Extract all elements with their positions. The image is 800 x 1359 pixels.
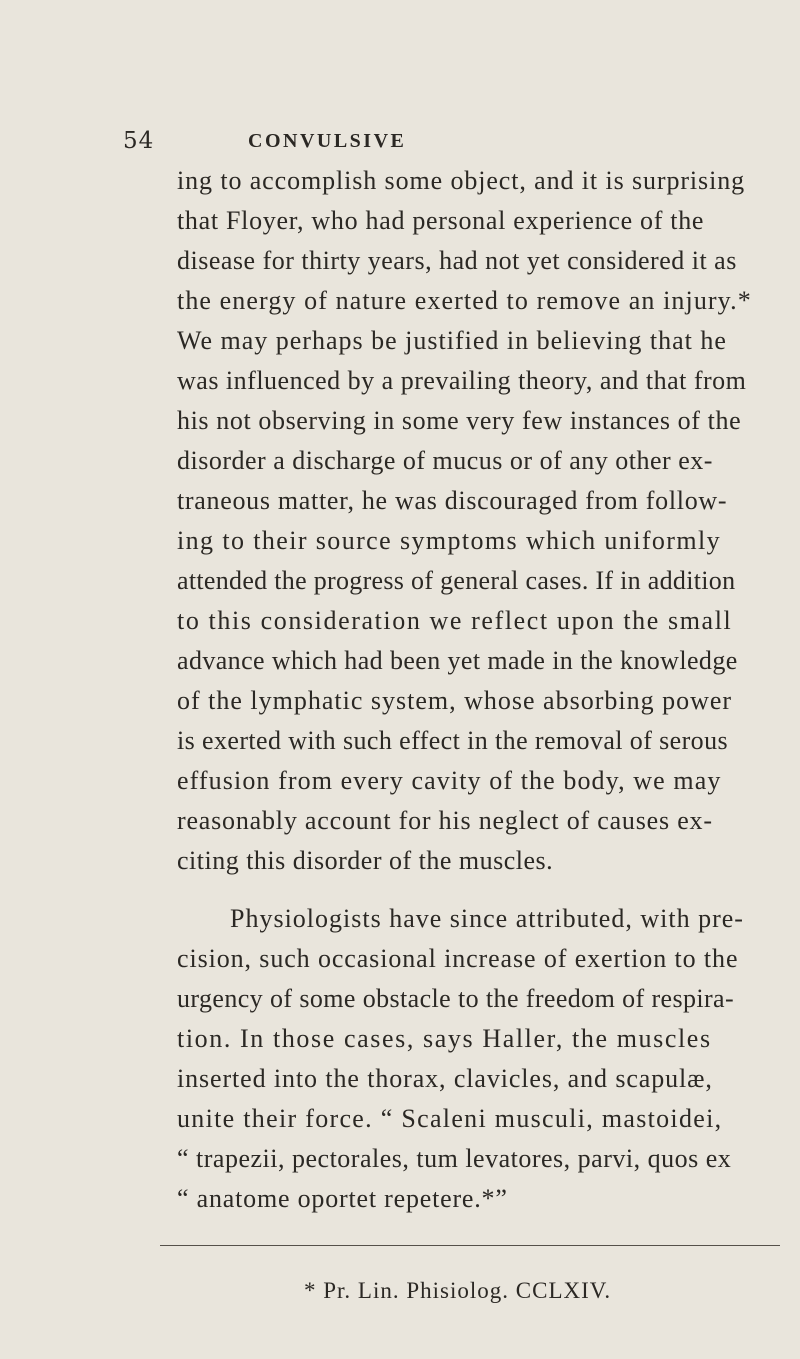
- text-line: that Floyer, who had personal experience of the: [177, 206, 705, 235]
- text-line: tion. In those cases, says Haller, the muscles: [177, 1024, 712, 1053]
- running-title: CONVULSIVE: [248, 130, 407, 152]
- text-line: reasonably account for his neglect of causes ex-: [177, 806, 713, 835]
- text-line: ing to accomplish some object, and it is surprising: [177, 166, 745, 195]
- text-line: cision, such occasional increase of exertion to the: [177, 944, 739, 973]
- text-line: attended the progress of general cases. If in addition: [177, 566, 736, 595]
- text-line: citing this disorder of the muscles.: [177, 846, 554, 875]
- text-line: Physiologists have since attributed, with pre-: [230, 904, 744, 933]
- text-line: urgency of some obstacle to the freedom of respira-: [177, 984, 735, 1013]
- text-line: effusion from every cavity of the body, we may: [177, 766, 722, 795]
- footnote: * Pr. Lin. Phisiolog. CCLXIV.: [304, 1278, 612, 1303]
- page-number: 54: [123, 128, 155, 154]
- text-line: his not observing in some very few instances of the: [177, 406, 742, 435]
- text-line: unite their force. “ Scaleni musculi, mastoidei,: [177, 1104, 723, 1133]
- footnote-divider: [160, 1245, 780, 1246]
- page-header: [0, 128, 800, 158]
- text-line: of the lymphatic system, whose absorbing power: [177, 686, 733, 715]
- text-line: “ anatome oportet repetere.*”: [177, 1184, 508, 1213]
- text-line: to this consideration we reflect upon the small: [177, 606, 733, 635]
- text-line: We may perhaps be justified in believing that he: [177, 326, 727, 355]
- text-line: “ trapezii, pectorales, tum levatores, parvi, quos ex: [177, 1144, 732, 1173]
- text-line: inserted into the thorax, clavicles, and scapulæ,: [177, 1064, 713, 1093]
- text-line: is exerted with such effect in the removal of serous: [177, 726, 728, 755]
- text-line: disease for thirty years, had not yet considered it as: [177, 246, 737, 275]
- text-line: disorder a discharge of mucus or of any other ex-: [177, 446, 713, 475]
- text-line: was influenced by a prevailing theory, and that from: [177, 366, 747, 395]
- text-line: the energy of nature exerted to remove an injury.*: [177, 286, 752, 315]
- text-line: traneous matter, he was discouraged from follow-: [177, 486, 728, 515]
- text-line: advance which had been yet made in the knowledge: [177, 646, 738, 675]
- text-line: ing to their source symptoms which uniformly: [177, 526, 721, 555]
